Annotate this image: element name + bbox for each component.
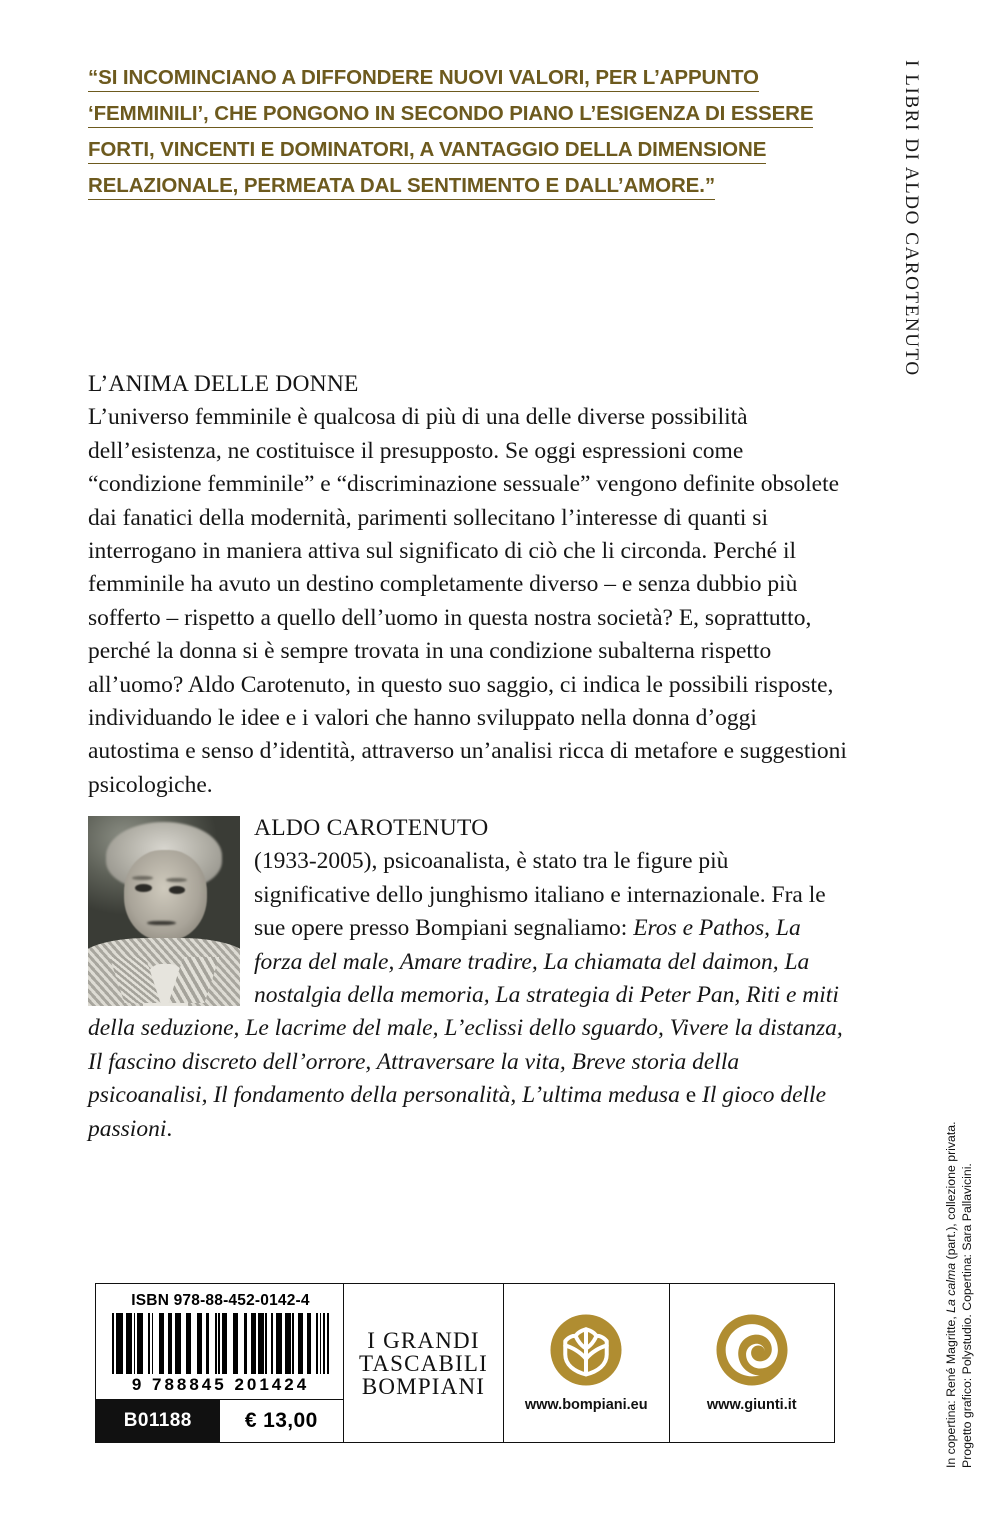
author-works-conjunction: e [679, 1082, 703, 1109]
headline-line-4: RELAZIONALE, PERMEATA DAL SENTIMENTO E DALL’AMORE.” [88, 170, 828, 201]
headline-line-2: ‘FEMMINILI’, CHE PONGONO IN SECONDO PIANO L’ESIGENZA DI ESSERE [88, 98, 828, 129]
bottom-info-strip [95, 1283, 835, 1443]
giunti-logo [715, 1313, 789, 1387]
cover-credits-text [944, 1068, 975, 1468]
book-title: L’ANIMA DELLE DONNE [88, 371, 359, 397]
series-vertical-label-text: I LIBRI DI ALDO CAROTENUTO [901, 60, 922, 377]
author-portrait-photo [88, 816, 240, 1006]
author-bio-period: . [166, 1115, 173, 1142]
barcode-bars [112, 1313, 329, 1374]
author-section [88, 812, 848, 1146]
bompiani-url[interactable]: www.bompiani.eu [524, 1397, 648, 1413]
credits-line-2: Progetto grafico: Polystudio. Copertina: Sara Pallavicini. [959, 1163, 974, 1468]
series-name [359, 1329, 488, 1398]
credits-line-1: In copertina: René Magritte, La calma (part.), collezione privata. [944, 1121, 958, 1468]
headline-quote [88, 62, 828, 206]
bompiani-logo-cell[interactable] [504, 1284, 670, 1442]
price-label: € 13,00 [220, 1400, 344, 1442]
product-code: B01188 [96, 1400, 220, 1442]
headline-line-1: “SI INCOMINCIANO A DIFFONDERE NUOVI VALORI, PER L’APPUNTO [88, 62, 828, 93]
series-line-1: I GRANDI [367, 1327, 480, 1353]
giunti-url[interactable]: www.giunti.it [706, 1397, 797, 1413]
author-name: ALDO CAROTENUTO [254, 815, 489, 841]
isbn-text: ISBN 978-88-452-0142-4 [131, 1292, 310, 1309]
author-bio: (1933-2005), psicoanalista, è stato tra le figure più significative dello junghismo italiano e internazionale. Fra le sue opere presso Bompiani segnaliamo: [254, 848, 826, 942]
blurb-section [88, 368, 848, 802]
barcode-bottom-row [96, 1400, 343, 1442]
cover-credits [944, 1068, 984, 1468]
series-line-2: TASCABILI [358, 1350, 489, 1376]
series-vertical-label [874, 60, 922, 440]
barcode-digits: 9 788845 201424 [131, 1375, 310, 1394]
headline-line-3: FORTI, VINCENTI E DOMINATORI, A VANTAGGIO DELLA DIMENSIONE [88, 134, 828, 165]
barcode-cell [96, 1284, 344, 1442]
author-works-list: Eros e Pathos, La forza del male, Amare tradire, La chiamata del daimon, La nostalgia della memoria, La strategia di Peter Pan, Riti e miti della seduzione, Le lacrime del male, L’eclissi dello sguardo, Vivere la distanza, Il fascino discreto dell’orrore, Attraversare la vita, Breve storia della psicoanalisi, Il fondamento della personalità, L’ultima medusa [88, 915, 843, 1109]
author-last-work: Il gioco delle passioni [88, 1082, 826, 1142]
blurb-body: L’universo femminile è qualcosa di più di una delle diverse possibilità dell’esistenza, ne costituisce il presupposto. Se oggi espressioni come “condizione femminile” e “discriminazione sessuale” vengono definite obsolete dai fanatici della modernità, parimenti sollecitano l’interesse di quanti si interrogano in maniera attiva sul significato di ciò che li circonda. Perché il femminile ha avuto un destino completamente diverso – e senza dubbio più sofferto – rispetto a quello dell’uomo in questa nostra società? E, soprattutto, perché la donna si è sempre trovata in una condizione subalterna rispetto all’uomo? Aldo Carotenuto, in questo suo saggio, ci indica le possibili risposte, individuando le idee e i valori che hanno sviluppato nella donna d’oggi autostima e senso d’identità, attraverso un’analisi ricca di metafore e suggestioni psicologiche. [88, 404, 847, 798]
series-line-3: BOMPIANI [361, 1373, 486, 1399]
giunti-logo-cell[interactable] [670, 1284, 835, 1442]
bompiani-logo [549, 1313, 623, 1387]
series-cell [344, 1284, 504, 1442]
barcode-top [96, 1284, 343, 1400]
